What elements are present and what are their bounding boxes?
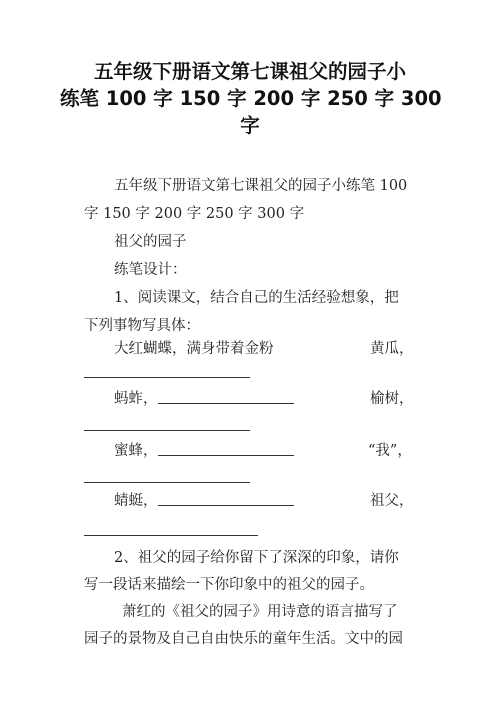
intro-line-2: 字 150 字 200 字 250 字 300 字 <box>84 206 305 222</box>
item-4-right: 祖父， <box>370 493 414 509</box>
item-4-left: 蜻蜓， <box>114 493 158 509</box>
task1-line-2: 下列事物写具体： <box>84 318 200 334</box>
title-line-1: 五年级下册语文第七课祖父的园子小 <box>93 60 406 83</box>
design-label: 练笔设计： <box>114 262 187 278</box>
item-2-answer-line[interactable] <box>84 430 250 431</box>
item-2-left: 蚂蚱， <box>114 391 158 407</box>
paragraph-line-1: 萧红的《祖父的园子》用诗意的语言描写了 <box>122 604 398 620</box>
item-4-answer-line[interactable] <box>84 535 258 536</box>
item-3-inline-blank[interactable] <box>158 455 294 456</box>
task1-line-1: 1、阅读课文，结合自己的生活经验想象，把 <box>114 290 399 306</box>
item-1-answer-line[interactable] <box>84 377 250 378</box>
task2-line-1: 2、祖父的园子给你留下了深深的印象，请你 <box>114 550 399 566</box>
item-3-left: 蜜蜂， <box>114 443 158 459</box>
intro-line-1: 五年级下册语文第七课祖父的园子小练笔 100 <box>114 178 408 194</box>
item-4-inline-blank[interactable] <box>158 505 294 506</box>
item-2-right: 榆树， <box>370 391 414 407</box>
title-line-3: 字 <box>240 114 260 137</box>
section-title: 祖父的园子 <box>114 234 187 250</box>
task2-line-2: 写一段话来描绘一下你印象中的祖父的园子。 <box>84 577 374 593</box>
item-3-answer-line[interactable] <box>84 482 250 483</box>
paragraph-line-2: 园子的景物及自己自由快乐的童年生活。文中的园 <box>84 631 403 647</box>
document-title <box>60 58 440 139</box>
item-1-left: 大红蝴蝶，满身带着金粉 <box>114 341 274 357</box>
item-3-right: “我”， <box>368 443 412 459</box>
title-line-2: 练笔 100 字 150 字 200 字 250 字 300 <box>60 87 442 110</box>
item-2-inline-blank[interactable] <box>158 403 294 404</box>
item-1-right: 黄瓜， <box>370 341 414 357</box>
